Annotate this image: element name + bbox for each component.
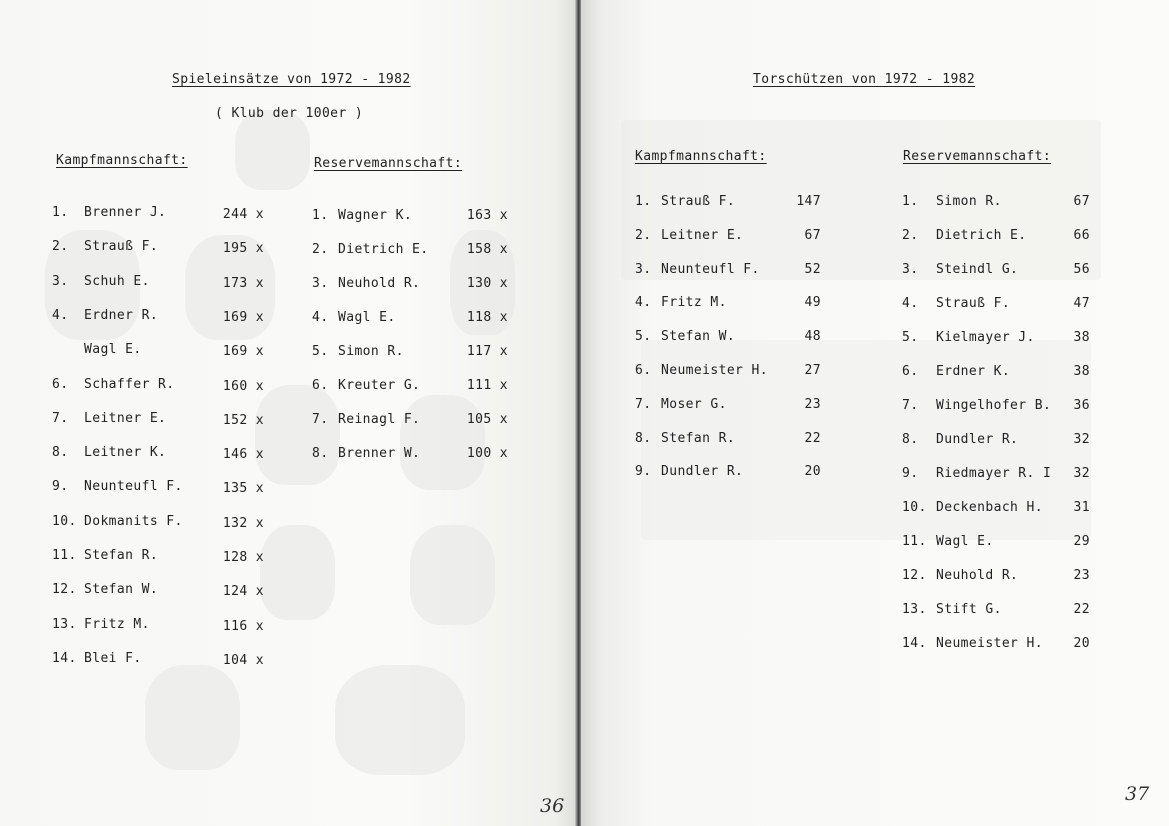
rank-number: 2. [312, 242, 329, 257]
player-value: 100 x [466, 446, 508, 461]
player-value: 29 [1073, 534, 1090, 549]
player-name: Steindl G. [936, 262, 1019, 277]
player-value: 146 x [222, 447, 264, 463]
player-value: 32 [1073, 432, 1090, 447]
player-value: 128 x [222, 550, 264, 565]
kampfmannschaft-header: Kampfmannschaft: [56, 153, 188, 168]
show-through-photo [335, 665, 465, 775]
rank-number: 5. [312, 344, 329, 359]
player-name: Wagl E. [936, 534, 994, 549]
left-page [0, 0, 578, 826]
player-name: Deckenbach H. [936, 500, 1043, 515]
rank-number: 14. [52, 650, 77, 666]
player-name: Fritz M. [661, 295, 727, 311]
player-name: Strauß F. [936, 296, 1011, 311]
rank-number: 6. [902, 364, 919, 379]
rank-number: 4. [902, 296, 919, 311]
rank-number: 8. [312, 446, 329, 461]
player-value: 117 x [466, 344, 508, 359]
player-name: Wagl E. [338, 310, 396, 325]
show-through-photo [255, 385, 340, 485]
player-name: Kreuter G. [338, 378, 421, 393]
rank-number: 1. [902, 194, 919, 209]
player-name: Dietrich E. [338, 242, 429, 257]
player-name: Neunteufl F. [84, 479, 183, 495]
player-value: 104 x [222, 652, 264, 668]
player-name: Neuhold R. [338, 276, 421, 291]
player-value: 22 [1073, 602, 1090, 617]
player-name: Wingelhofer B. [936, 398, 1052, 413]
rank-number: 12. [902, 568, 927, 583]
rank-number: 4. [312, 310, 329, 325]
player-name: Erdner K. [936, 364, 1011, 379]
player-name: Wagner K. [338, 208, 413, 223]
player-name: Leitner E. [84, 410, 167, 426]
player-name: Dundler R. [936, 432, 1019, 447]
player-value: 36 [1073, 398, 1090, 413]
rank-number: 9. [635, 464, 652, 480]
rank-number: 3. [312, 276, 329, 291]
player-value: 105 x [466, 412, 508, 427]
player-value: 23 [1073, 568, 1090, 583]
rank-number: 6. [312, 378, 329, 393]
player-value: 56 [1073, 262, 1090, 277]
show-through-photo [235, 110, 310, 190]
player-value: 195 x [222, 241, 264, 257]
rank-number: 7. [312, 412, 329, 427]
player-name: Dokmanits F. [84, 513, 183, 529]
player-value: 130 x [466, 276, 508, 291]
player-value: 169 x [222, 344, 264, 360]
player-value: 48 [804, 329, 821, 345]
rank-number: 2. [635, 227, 652, 243]
player-value: 135 x [222, 481, 264, 497]
player-value: 32 [1073, 466, 1090, 481]
player-name: Kielmayer J. [936, 330, 1035, 345]
player-name: Neumeister H. [936, 636, 1043, 651]
player-name: Leitner E. [661, 227, 744, 243]
player-value: 23 [804, 396, 821, 412]
rank-number: 6. [635, 363, 652, 378]
rank-number: 9. [52, 479, 69, 495]
player-value: 160 x [222, 378, 264, 394]
player-value: 173 x [222, 275, 264, 291]
rank-number: 4. [635, 295, 652, 311]
player-name: Neunteufl F. [661, 261, 760, 277]
kampfmannschaft-header: Kampfmannschaft: [635, 149, 767, 164]
player-name: Schaffer R. [84, 376, 175, 392]
page-subtitle: ( Klub der 100er ) [215, 106, 364, 121]
player-name: Stefan R. [661, 430, 736, 446]
player-name: Leitner K. [84, 445, 167, 461]
player-value: 152 x [222, 412, 264, 428]
player-name: Dietrich E. [936, 228, 1027, 243]
rank-number: 2. [52, 239, 69, 255]
right-page [581, 0, 1169, 826]
player-name: Simon R. [936, 194, 1002, 209]
player-value: 38 [1073, 330, 1090, 345]
player-name: Brenner W. [338, 446, 421, 461]
rank-number: 3. [635, 261, 652, 277]
rank-number: 7. [902, 398, 919, 413]
page-number: 36 [540, 795, 565, 817]
player-value: 132 x [222, 515, 264, 531]
player-value: 244 x [222, 207, 264, 222]
player-name: Blei F. [84, 650, 142, 666]
player-name: Fritz M. [84, 616, 150, 632]
player-value: 111 x [466, 378, 508, 393]
player-value: 67 [804, 227, 821, 243]
player-value: 38 [1073, 364, 1090, 379]
player-name: Neuhold R. [936, 568, 1019, 583]
player-name: Schuh E. [84, 273, 150, 289]
player-name: Strauß F. [661, 194, 736, 209]
player-name: Moser G. [661, 396, 727, 412]
page-number: 37 [1125, 783, 1150, 805]
show-through-photo [410, 525, 495, 625]
rank-number: 10. [902, 500, 927, 515]
show-through-photo [400, 395, 485, 490]
rank-number: 1. [635, 194, 652, 209]
player-name: Reinagl F. [338, 412, 421, 427]
player-value: 147 [796, 194, 821, 209]
player-name: Wagl E. [84, 342, 142, 358]
player-name: Simon R. [338, 344, 404, 359]
rank-number: 13. [902, 602, 927, 617]
player-value: 20 [1073, 636, 1090, 651]
page-title: Spieleinsätze von 1972 - 1982 [172, 72, 411, 87]
player-name: Stefan W. [84, 582, 159, 598]
player-value: 27 [804, 363, 821, 378]
show-through-photo [260, 525, 335, 620]
rank-number: 8. [902, 432, 919, 447]
rank-number: 6. [52, 376, 69, 392]
player-name: Stift G. [936, 602, 1002, 617]
player-value: 22 [804, 430, 821, 446]
player-value: 116 x [222, 618, 264, 634]
player-value: 20 [804, 464, 821, 480]
player-value: 66 [1073, 228, 1090, 243]
rank-number: 9. [902, 466, 919, 481]
rank-number: 12. [52, 582, 77, 598]
player-name: Dundler R. [661, 464, 744, 480]
player-value: 158 x [466, 242, 508, 257]
player-value: 47 [1073, 296, 1090, 311]
player-name: Brenner J. [84, 205, 167, 220]
rank-number: 1. [52, 205, 69, 220]
reservemannschaft-header: Reservemannschaft: [903, 149, 1052, 164]
rank-number: 7. [635, 396, 652, 412]
player-value: 118 x [466, 310, 508, 325]
rank-number: 5. [902, 330, 919, 345]
rank-number: 5. [635, 329, 652, 345]
player-name: Strauß F. [84, 239, 159, 255]
player-name: Stefan R. [84, 548, 159, 563]
page-title: Torschützen von 1972 - 1982 [753, 72, 976, 87]
rank-number: 8. [635, 430, 652, 446]
rank-number: 2. [902, 228, 919, 243]
rank-number: 4. [52, 307, 69, 323]
player-value: 169 x [222, 309, 264, 325]
player-value: 67 [1073, 194, 1090, 209]
rank-number: 1. [312, 208, 329, 223]
rank-number: 11. [902, 534, 927, 549]
rank-number: 10. [52, 513, 77, 529]
player-value: 49 [804, 295, 821, 311]
rank-number: 14. [902, 636, 927, 651]
rank-number: 7. [52, 410, 69, 426]
show-through-photo [145, 665, 240, 770]
player-value: 163 x [466, 208, 508, 223]
player-value: 124 x [222, 584, 264, 600]
rank-number: 11. [52, 548, 77, 563]
player-name: Riedmayer R. I [936, 466, 1052, 481]
rank-number: 13. [52, 616, 77, 632]
rank-number: 8. [52, 445, 69, 461]
player-name: Erdner R. [84, 307, 159, 323]
reservemannschaft-header: Reservemannschaft: [314, 156, 463, 171]
player-value: 31 [1073, 500, 1090, 515]
player-name: Neumeister H. [661, 363, 768, 378]
player-value: 52 [804, 261, 821, 277]
rank-number: 3. [52, 273, 69, 289]
player-name: Stefan W. [661, 329, 736, 345]
rank-number: 3. [902, 262, 919, 277]
